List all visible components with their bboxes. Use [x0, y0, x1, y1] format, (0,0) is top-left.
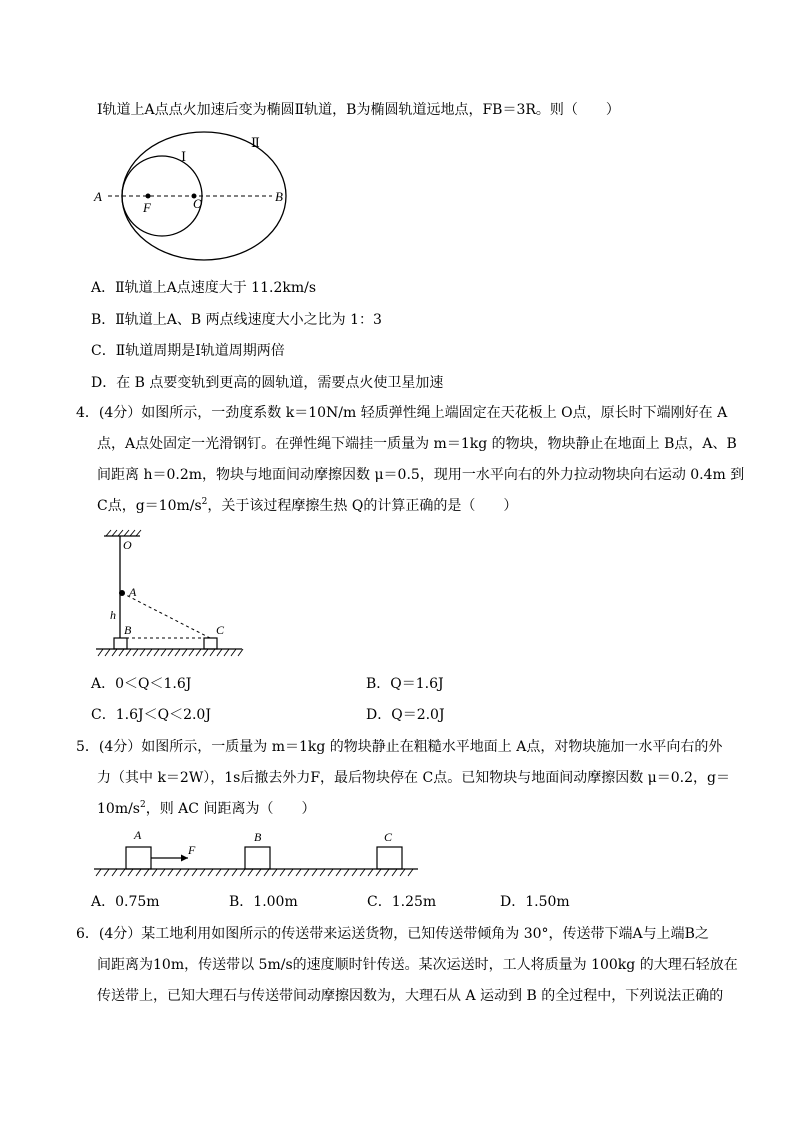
q4-option-c: C．1.6J＜Q＜2.0J	[91, 707, 211, 723]
label-h: h	[110, 608, 116, 622]
q3-option-d: D．在 B 点要变轨到更高的圆轨道，需要点火使卫星加速	[91, 375, 444, 391]
block-c	[377, 847, 402, 869]
label-orbit-ii: Ⅱ	[251, 135, 260, 150]
q4-line-1: 4．(4分）如图所示，一劲度系数 k＝10N/m 轻质弹性绳上端固定在天花板上 O点，原长时下端刚好在 A	[76, 405, 728, 421]
q6-line-1: 6．(4分）某工地利用如图所示的传送带来运送货物，已知传送带倾角为 30°，传送带下端A与上端B之	[76, 926, 709, 942]
orbit-i-circle	[122, 156, 202, 236]
label-f: F	[188, 843, 196, 857]
label-o: O	[193, 196, 203, 211]
q6-line-2: 间距离为10m，传送带以 5m/s的速度顺时针传送。某次运送时，工人将质量为 100kg 的大理石轻放在	[97, 957, 738, 973]
q5-blocks-figure	[92, 826, 422, 882]
q4-line-4-b: ，关于该过程摩擦生热 Q的计算正确的是（ ）	[207, 498, 518, 514]
focus-f-dot	[146, 194, 151, 199]
q4-option-a: A．0＜Q＜1.6J	[91, 676, 192, 692]
label-o: O	[123, 538, 132, 552]
q3-option-a: A．Ⅱ轨道上A点速度大于 11.2km/s	[91, 280, 317, 296]
q4-option-b: B．Q＝1.6J	[366, 676, 444, 692]
q3-option-b: B．Ⅱ轨道上A、B 两点线速度大小之比为 1：3	[91, 312, 382, 328]
q6-line-3: 传送带上，已知大理石与传送带间动摩擦因数为，大理石从 A 运动到 B 的全过程中，下列说法正确的	[97, 988, 724, 1004]
q3-orbit-figure	[90, 128, 300, 268]
q4-line-4-a: C点，g＝10m/s	[97, 498, 202, 514]
q4-option-d: D．Q＝2.0J	[366, 707, 445, 723]
label-orbit-i: Ⅰ	[181, 149, 187, 164]
q5-option-a: A．0.75m	[91, 894, 160, 910]
force-arrow-head	[181, 855, 188, 862]
label-c: C	[216, 623, 225, 637]
q4-line-2: 点，A点处固定一光滑钢钉。在弹性绳下端挂一质量为 m＝1kg 的物块，物块静止在地面上 B点，A、B	[97, 436, 737, 452]
label-a: A	[134, 828, 142, 842]
block-b	[245, 847, 270, 869]
q5-option-c: C．1.25m	[367, 894, 437, 910]
q5-option-b: B．1.00m	[229, 894, 298, 910]
label-f: F	[143, 200, 151, 215]
q3-option-c: C．Ⅱ轨道周期是Ⅰ轨道周期两倍	[91, 343, 285, 359]
label-c: C	[384, 830, 393, 844]
q5-line-3-a: 10m/s	[97, 801, 140, 817]
label-b: B	[254, 830, 262, 844]
block-b	[114, 638, 127, 649]
cord-to-c-dashed	[122, 593, 210, 638]
label-a: A	[94, 189, 102, 204]
label-b: B	[124, 623, 132, 637]
block-c	[204, 638, 217, 649]
q5-line-3	[97, 800, 315, 818]
label-a: A	[129, 585, 137, 599]
q4-line-4-sup: 2	[201, 497, 208, 507]
label-b: B	[275, 189, 283, 204]
q4-spring-figure	[92, 528, 252, 660]
q4-line-3: 间距离 h＝0.2m，物块与地面间动摩擦因数 μ＝0.5，现用一水平向右的外力拉动物块向右运动 0.4m 到	[97, 467, 745, 483]
q5-option-d: D．1.50m	[500, 894, 570, 910]
q5-line-2: 力（其中 k＝2W），1s后撤去外力F，最后物块停在 C点。已知物块与地面间动摩擦因数 μ＝0.2，g＝	[97, 770, 730, 786]
q5-line-3-sup: 2	[140, 800, 146, 810]
q3-stem-tail: Ⅰ轨道上A点点火加速后变为椭圆Ⅱ轨道，B为椭圆轨道远地点，FB＝3R。则（ ）	[97, 102, 620, 118]
q5-line-3-b: ，则 AC 间距离为（ ）	[145, 801, 316, 817]
q4-line-4	[97, 497, 517, 515]
block-a	[126, 847, 151, 869]
q5-line-1: 5．(4分）如图所示，一质量为 m＝1kg 的物块静止在粗糙水平地面上 A点，对物块施加一水平向右的外	[76, 739, 723, 755]
